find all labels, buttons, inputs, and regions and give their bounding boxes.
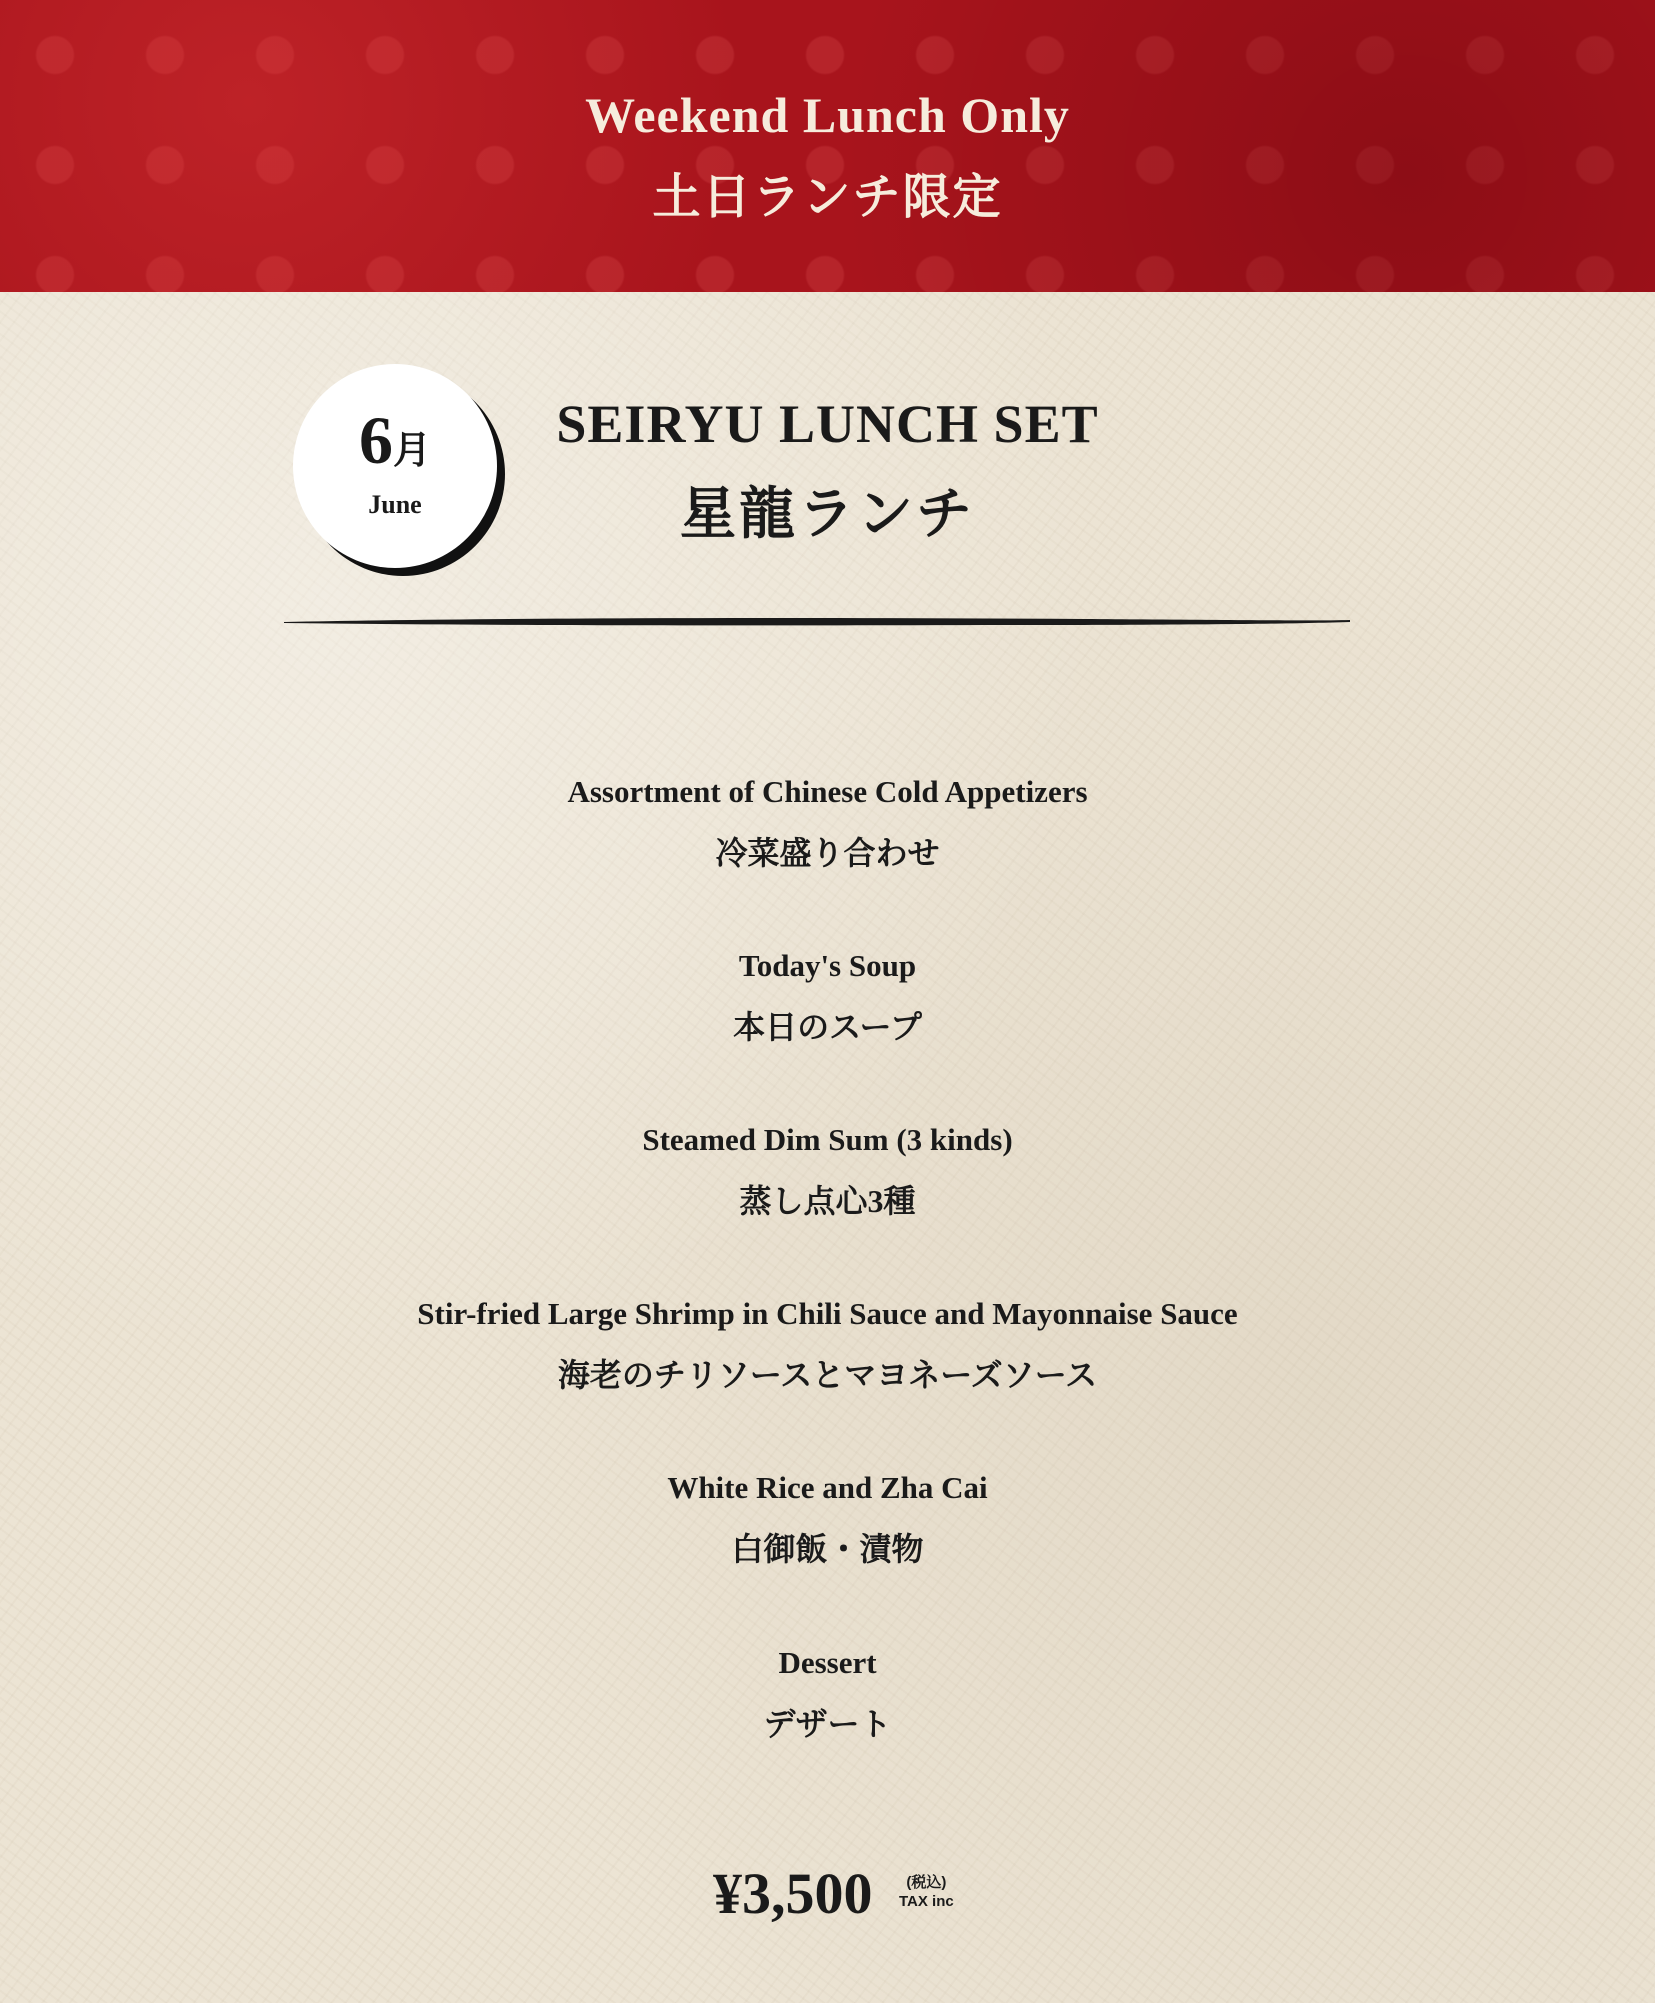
- menu-item-ja: 本日のスープ: [733, 1009, 922, 1045]
- month-number-group: [293, 402, 497, 478]
- header-banner: [0, 0, 1655, 292]
- price-tax-note: [899, 1874, 954, 1912]
- menu-item-en: White Rice and Zha Cai: [667, 1470, 988, 1505]
- price-amount: ¥3,500: [713, 1861, 873, 1926]
- menu-item-ja: 白御飯・漬物: [731, 1531, 924, 1567]
- menu-item-ja: 海老のチリソースとマヨネーズソース: [557, 1357, 1098, 1393]
- menu-item-en: Stir-fried Large Shrimp in Chili Sauce and Mayonnaise Sauce: [417, 1296, 1238, 1331]
- set-title-en: SEIRYU LUNCH SET: [556, 394, 1099, 454]
- month-badge: [293, 364, 497, 568]
- month-kanji: 月: [392, 430, 431, 472]
- menu-item-ja: 蒸し点心3種: [739, 1183, 916, 1219]
- brush-divider: [284, 614, 1350, 628]
- menu-item-en: Dessert: [778, 1645, 877, 1680]
- month-number: 6: [358, 402, 393, 478]
- set-title-ja: 星龍ランチ: [680, 484, 975, 546]
- menu-item-ja: デザート: [763, 1706, 892, 1742]
- menu-item-en: Today's Soup: [738, 948, 917, 983]
- menu-item-en: Assortment of Chinese Cold Appetizers: [567, 774, 1088, 809]
- banner-title-en: Weekend Lunch Only: [585, 87, 1070, 143]
- tax-note-ja: (税込): [906, 1874, 947, 1891]
- tax-note-en: TAX inc: [899, 1892, 954, 1910]
- menu-item-ja: 冷菜盛り合わせ: [715, 835, 940, 871]
- banner-title-ja: 土日ランチ限定: [652, 171, 1003, 224]
- menu-item-en: Steamed Dim Sum (3 kinds): [642, 1122, 1013, 1157]
- month-english: June: [368, 490, 422, 519]
